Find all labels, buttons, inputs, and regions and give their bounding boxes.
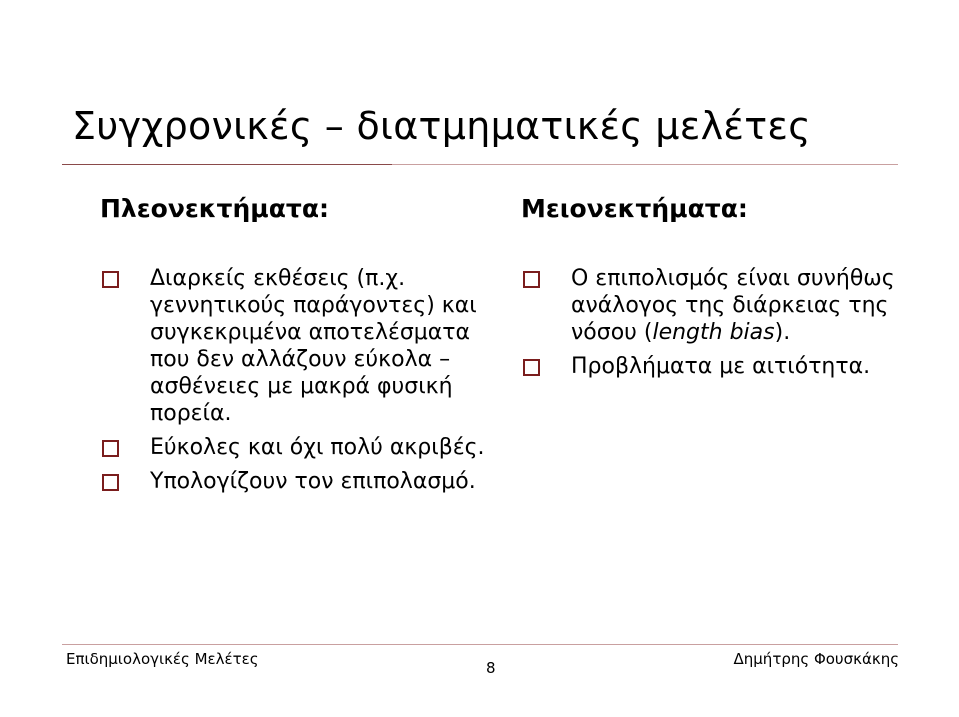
disadvantage-text-part: ). [774,320,791,345]
advantages-heading: Πλεονεκτήματα: [100,194,329,223]
advantage-text: Εύκολες και όχι πολύ ακριβές. [150,435,485,460]
disadvantages-heading: Μειονεκτήματα: [521,194,748,223]
disadvantage-item [521,265,901,346]
footer-author: Δημήτρης Φουσκάκης [733,650,899,668]
disadvantage-text-part: Ο επιπολισμός είναι συνήθως ανάλογος της διάρκειας της νόσου ( [571,266,895,345]
hollow-square-icon [102,440,119,457]
advantage-item [100,434,500,461]
slide-title: Συγχρονικές – διατμηματικές μελέτες [72,104,811,148]
advantages-list [100,265,500,502]
advantage-item [100,468,500,495]
disadvantages-list [521,265,901,387]
advantage-text: Υπολογίζουν τον επιπολασμό. [150,469,476,494]
length-bias-term: length bias [652,320,775,345]
advantage-item [100,265,500,427]
hollow-square-icon [102,271,119,288]
disadvantage-text: Προβλήματα με αιτιότητα. [571,354,871,379]
hollow-square-icon [102,474,119,491]
disadvantage-text [571,266,895,345]
page-number: 8 [486,659,496,677]
advantage-text: Διαρκείς εκθέσεις (π.χ. γεννητικούς παράγοντες) και συγκεκριμένα αποτελέσματα που δεν αλλάζουν εύκολα – ασθένειες με μακρά φυσική πορεία. [150,266,477,426]
title-divider-accent [62,164,392,165]
disadvantage-item [521,353,901,380]
footer-course: Επιδημιολογικές Μελέτες [66,650,259,668]
hollow-square-icon [523,271,540,288]
hollow-square-icon [523,359,540,376]
footer-divider [62,644,898,645]
